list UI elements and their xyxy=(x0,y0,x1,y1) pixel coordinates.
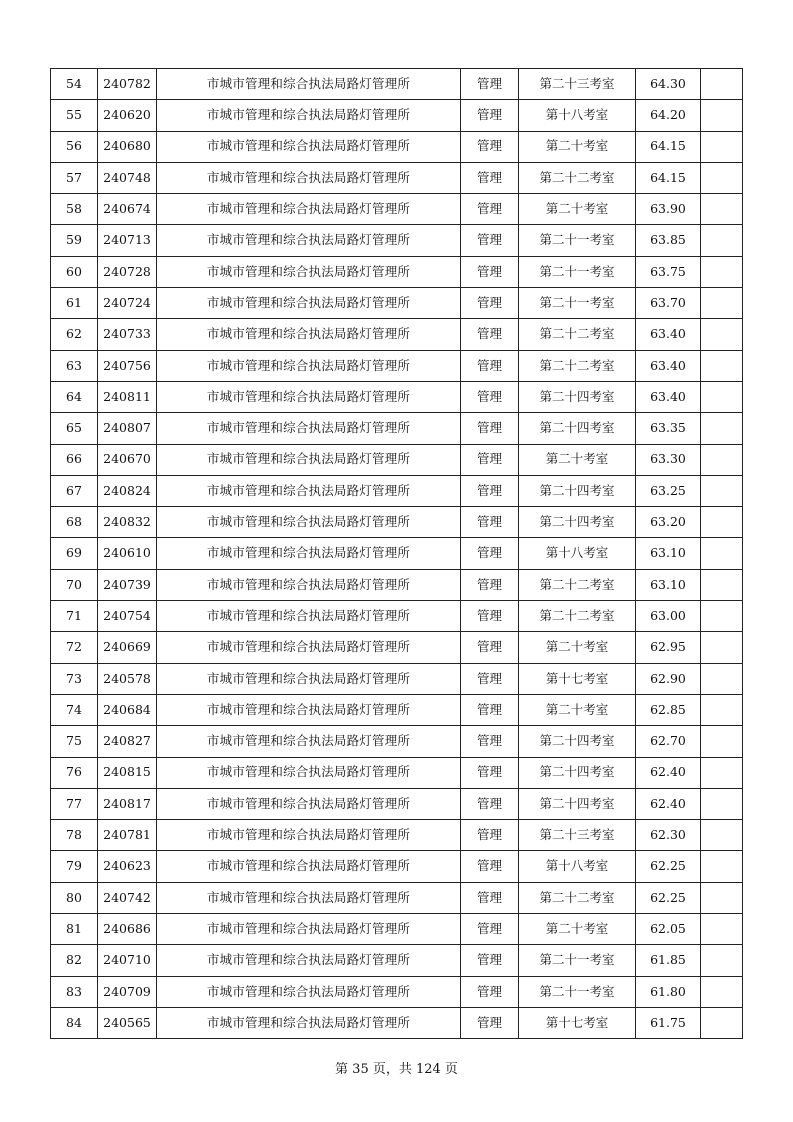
cell-ticket-number: 240623 xyxy=(98,851,157,882)
cell-seq: 66 xyxy=(51,444,98,475)
cell-unit: 市城市管理和综合执法局路灯管理所 xyxy=(157,632,461,663)
cell-position: 管理 xyxy=(461,788,519,819)
cell-remark xyxy=(701,131,743,162)
cell-exam-room: 第二十四考室 xyxy=(519,788,636,819)
cell-seq: 57 xyxy=(51,162,98,193)
cell-remark xyxy=(701,319,743,350)
cell-exam-room: 第二十二考室 xyxy=(519,569,636,600)
cell-position: 管理 xyxy=(461,663,519,694)
cell-seq: 79 xyxy=(51,851,98,882)
cell-unit: 市城市管理和综合执法局路灯管理所 xyxy=(157,851,461,882)
cell-score: 62.90 xyxy=(636,663,701,694)
cell-score: 63.30 xyxy=(636,444,701,475)
table-row xyxy=(51,851,743,882)
cell-seq: 55 xyxy=(51,100,98,131)
cell-unit: 市城市管理和综合执法局路灯管理所 xyxy=(157,820,461,851)
cell-position: 管理 xyxy=(461,851,519,882)
cell-ticket-number: 240824 xyxy=(98,475,157,506)
cell-seq: 56 xyxy=(51,131,98,162)
table-row xyxy=(51,914,743,945)
cell-exam-room: 第二十三考室 xyxy=(519,820,636,851)
cell-remark xyxy=(701,507,743,538)
cell-unit: 市城市管理和综合执法局路灯管理所 xyxy=(157,726,461,757)
page-footer: 第 35 页，共 124 页 xyxy=(335,1062,458,1077)
cell-ticket-number: 240565 xyxy=(98,1007,157,1038)
cell-score: 63.35 xyxy=(636,413,701,444)
cell-seq: 76 xyxy=(51,757,98,788)
cell-position: 管理 xyxy=(461,632,519,663)
cell-unit: 市城市管理和综合执法局路灯管理所 xyxy=(157,945,461,976)
cell-exam-room: 第二十二考室 xyxy=(519,882,636,913)
table-row xyxy=(51,601,743,632)
cell-exam-room: 第二十四考室 xyxy=(519,381,636,412)
cell-position: 管理 xyxy=(461,475,519,506)
cell-ticket-number: 240807 xyxy=(98,413,157,444)
cell-exam-room: 第二十一考室 xyxy=(519,225,636,256)
cell-seq: 64 xyxy=(51,381,98,412)
cell-score: 63.85 xyxy=(636,225,701,256)
cell-seq: 63 xyxy=(51,350,98,381)
cell-remark xyxy=(701,726,743,757)
cell-exam-room: 第十七考室 xyxy=(519,663,636,694)
cell-position: 管理 xyxy=(461,194,519,225)
cell-unit: 市城市管理和综合执法局路灯管理所 xyxy=(157,350,461,381)
cell-score: 63.70 xyxy=(636,288,701,319)
cell-ticket-number: 240739 xyxy=(98,569,157,600)
cell-remark xyxy=(701,601,743,632)
cell-unit: 市城市管理和综合执法局路灯管理所 xyxy=(157,976,461,1007)
cell-position: 管理 xyxy=(461,538,519,569)
cell-position: 管理 xyxy=(461,350,519,381)
cell-exam-room: 第二十考室 xyxy=(519,914,636,945)
cell-position: 管理 xyxy=(461,726,519,757)
cell-remark xyxy=(701,788,743,819)
table-row xyxy=(51,100,743,131)
cell-seq: 72 xyxy=(51,632,98,663)
cell-unit: 市城市管理和综合执法局路灯管理所 xyxy=(157,413,461,444)
cell-exam-room: 第二十一考室 xyxy=(519,976,636,1007)
cell-position: 管理 xyxy=(461,256,519,287)
results-table-body xyxy=(51,69,743,1039)
cell-remark xyxy=(701,538,743,569)
cell-remark xyxy=(701,350,743,381)
cell-score: 63.40 xyxy=(636,381,701,412)
cell-unit: 市城市管理和综合执法局路灯管理所 xyxy=(157,569,461,600)
cell-seq: 78 xyxy=(51,820,98,851)
cell-unit: 市城市管理和综合执法局路灯管理所 xyxy=(157,788,461,819)
table-row xyxy=(51,1007,743,1038)
cell-unit: 市城市管理和综合执法局路灯管理所 xyxy=(157,1007,461,1038)
cell-ticket-number: 240686 xyxy=(98,914,157,945)
cell-seq: 73 xyxy=(51,663,98,694)
cell-position: 管理 xyxy=(461,319,519,350)
cell-score: 62.95 xyxy=(636,632,701,663)
cell-exam-room: 第二十二考室 xyxy=(519,601,636,632)
cell-seq: 59 xyxy=(51,225,98,256)
cell-exam-room: 第二十四考室 xyxy=(519,413,636,444)
cell-score: 63.10 xyxy=(636,569,701,600)
cell-position: 管理 xyxy=(461,914,519,945)
cell-position: 管理 xyxy=(461,225,519,256)
cell-seq: 82 xyxy=(51,945,98,976)
cell-score: 62.30 xyxy=(636,820,701,851)
cell-unit: 市城市管理和综合执法局路灯管理所 xyxy=(157,601,461,632)
cell-position: 管理 xyxy=(461,1007,519,1038)
table-row xyxy=(51,788,743,819)
cell-ticket-number: 240815 xyxy=(98,757,157,788)
table-row xyxy=(51,256,743,287)
cell-seq: 80 xyxy=(51,882,98,913)
cell-remark xyxy=(701,413,743,444)
cell-seq: 67 xyxy=(51,475,98,506)
cell-remark xyxy=(701,475,743,506)
cell-ticket-number: 240713 xyxy=(98,225,157,256)
cell-score: 63.10 xyxy=(636,538,701,569)
table-row xyxy=(51,976,743,1007)
table-row xyxy=(51,319,743,350)
cell-remark xyxy=(701,225,743,256)
cell-position: 管理 xyxy=(461,601,519,632)
cell-unit: 市城市管理和综合执法局路灯管理所 xyxy=(157,381,461,412)
cell-remark xyxy=(701,851,743,882)
table-row xyxy=(51,225,743,256)
cell-ticket-number: 240724 xyxy=(98,288,157,319)
cell-unit: 市城市管理和综合执法局路灯管理所 xyxy=(157,69,461,100)
cell-exam-room: 第十八考室 xyxy=(519,538,636,569)
cell-remark xyxy=(701,100,743,131)
cell-unit: 市城市管理和综合执法局路灯管理所 xyxy=(157,131,461,162)
cell-remark xyxy=(701,288,743,319)
cell-seq: 74 xyxy=(51,694,98,725)
cell-score: 64.20 xyxy=(636,100,701,131)
cell-seq: 65 xyxy=(51,413,98,444)
cell-seq: 62 xyxy=(51,319,98,350)
cell-score: 62.05 xyxy=(636,914,701,945)
cell-score: 63.40 xyxy=(636,350,701,381)
cell-remark xyxy=(701,820,743,851)
cell-exam-room: 第二十一考室 xyxy=(519,945,636,976)
cell-score: 62.85 xyxy=(636,694,701,725)
cell-seq: 69 xyxy=(51,538,98,569)
cell-unit: 市城市管理和综合执法局路灯管理所 xyxy=(157,475,461,506)
cell-seq: 83 xyxy=(51,976,98,1007)
table-row xyxy=(51,945,743,976)
cell-remark xyxy=(701,945,743,976)
table-row xyxy=(51,288,743,319)
cell-exam-room: 第二十四考室 xyxy=(519,475,636,506)
cell-position: 管理 xyxy=(461,100,519,131)
table-row xyxy=(51,694,743,725)
cell-exam-room: 第二十考室 xyxy=(519,444,636,475)
cell-ticket-number: 240578 xyxy=(98,663,157,694)
cell-remark xyxy=(701,1007,743,1038)
cell-position: 管理 xyxy=(461,444,519,475)
cell-remark xyxy=(701,69,743,100)
cell-seq: 77 xyxy=(51,788,98,819)
cell-exam-room: 第二十考室 xyxy=(519,632,636,663)
cell-position: 管理 xyxy=(461,757,519,788)
cell-exam-room: 第十八考室 xyxy=(519,100,636,131)
cell-ticket-number: 240781 xyxy=(98,820,157,851)
cell-exam-room: 第十七考室 xyxy=(519,1007,636,1038)
cell-exam-room: 第二十考室 xyxy=(519,131,636,162)
table-row xyxy=(51,69,743,100)
cell-position: 管理 xyxy=(461,976,519,1007)
cell-remark xyxy=(701,882,743,913)
cell-score: 64.30 xyxy=(636,69,701,100)
cell-ticket-number: 240669 xyxy=(98,632,157,663)
table-row xyxy=(51,538,743,569)
table-row xyxy=(51,475,743,506)
cell-position: 管理 xyxy=(461,882,519,913)
cell-remark xyxy=(701,256,743,287)
table-row xyxy=(51,757,743,788)
cell-ticket-number: 240680 xyxy=(98,131,157,162)
cell-ticket-number: 240710 xyxy=(98,945,157,976)
cell-score: 64.15 xyxy=(636,131,701,162)
cell-score: 62.40 xyxy=(636,788,701,819)
table-row xyxy=(51,569,743,600)
cell-score: 63.25 xyxy=(636,475,701,506)
table-row xyxy=(51,162,743,193)
cell-ticket-number: 240811 xyxy=(98,381,157,412)
cell-unit: 市城市管理和综合执法局路灯管理所 xyxy=(157,288,461,319)
cell-position: 管理 xyxy=(461,381,519,412)
cell-ticket-number: 240610 xyxy=(98,538,157,569)
cell-seq: 61 xyxy=(51,288,98,319)
cell-score: 61.85 xyxy=(636,945,701,976)
cell-unit: 市城市管理和综合执法局路灯管理所 xyxy=(157,256,461,287)
cell-exam-room: 第二十四考室 xyxy=(519,507,636,538)
cell-ticket-number: 240756 xyxy=(98,350,157,381)
cell-remark xyxy=(701,444,743,475)
cell-unit: 市城市管理和综合执法局路灯管理所 xyxy=(157,882,461,913)
cell-position: 管理 xyxy=(461,694,519,725)
cell-position: 管理 xyxy=(461,569,519,600)
cell-unit: 市城市管理和综合执法局路灯管理所 xyxy=(157,538,461,569)
cell-score: 62.25 xyxy=(636,851,701,882)
cell-score: 62.25 xyxy=(636,882,701,913)
cell-seq: 58 xyxy=(51,194,98,225)
cell-ticket-number: 240733 xyxy=(98,319,157,350)
table-row xyxy=(51,726,743,757)
table-row xyxy=(51,350,743,381)
cell-exam-room: 第二十二考室 xyxy=(519,319,636,350)
cell-seq: 84 xyxy=(51,1007,98,1038)
cell-exam-room: 第二十一考室 xyxy=(519,288,636,319)
table-row xyxy=(51,413,743,444)
cell-remark xyxy=(701,194,743,225)
cell-score: 61.80 xyxy=(636,976,701,1007)
table-row xyxy=(51,194,743,225)
cell-seq: 54 xyxy=(51,69,98,100)
cell-remark xyxy=(701,632,743,663)
cell-position: 管理 xyxy=(461,945,519,976)
cell-score: 63.40 xyxy=(636,319,701,350)
cell-unit: 市城市管理和综合执法局路灯管理所 xyxy=(157,225,461,256)
cell-position: 管理 xyxy=(461,162,519,193)
table-row xyxy=(51,507,743,538)
cell-exam-room: 第二十三考室 xyxy=(519,69,636,100)
cell-exam-room: 第十八考室 xyxy=(519,851,636,882)
table-row xyxy=(51,131,743,162)
table-row xyxy=(51,820,743,851)
cell-ticket-number: 240832 xyxy=(98,507,157,538)
cell-seq: 75 xyxy=(51,726,98,757)
table-row xyxy=(51,663,743,694)
cell-remark xyxy=(701,663,743,694)
cell-exam-room: 第二十一考室 xyxy=(519,256,636,287)
cell-exam-room: 第二十考室 xyxy=(519,194,636,225)
cell-score: 63.00 xyxy=(636,601,701,632)
cell-seq: 71 xyxy=(51,601,98,632)
cell-remark xyxy=(701,976,743,1007)
cell-score: 63.20 xyxy=(636,507,701,538)
cell-remark xyxy=(701,162,743,193)
cell-ticket-number: 240817 xyxy=(98,788,157,819)
cell-ticket-number: 240782 xyxy=(98,69,157,100)
cell-position: 管理 xyxy=(461,413,519,444)
cell-ticket-number: 240728 xyxy=(98,256,157,287)
cell-ticket-number: 240709 xyxy=(98,976,157,1007)
cell-position: 管理 xyxy=(461,131,519,162)
cell-exam-room: 第二十四考室 xyxy=(519,726,636,757)
cell-ticket-number: 240670 xyxy=(98,444,157,475)
cell-ticket-number: 240748 xyxy=(98,162,157,193)
cell-score: 64.15 xyxy=(636,162,701,193)
cell-unit: 市城市管理和综合执法局路灯管理所 xyxy=(157,914,461,945)
cell-score: 63.90 xyxy=(636,194,701,225)
cell-unit: 市城市管理和综合执法局路灯管理所 xyxy=(157,757,461,788)
cell-unit: 市城市管理和综合执法局路灯管理所 xyxy=(157,663,461,694)
cell-score: 62.40 xyxy=(636,757,701,788)
cell-unit: 市城市管理和综合执法局路灯管理所 xyxy=(157,162,461,193)
cell-ticket-number: 240827 xyxy=(98,726,157,757)
cell-ticket-number: 240754 xyxy=(98,601,157,632)
cell-unit: 市城市管理和综合执法局路灯管理所 xyxy=(157,319,461,350)
cell-unit: 市城市管理和综合执法局路灯管理所 xyxy=(157,507,461,538)
cell-ticket-number: 240684 xyxy=(98,694,157,725)
cell-score: 62.70 xyxy=(636,726,701,757)
cell-ticket-number: 240620 xyxy=(98,100,157,131)
cell-unit: 市城市管理和综合执法局路灯管理所 xyxy=(157,444,461,475)
cell-position: 管理 xyxy=(461,69,519,100)
cell-score: 61.75 xyxy=(636,1007,701,1038)
cell-remark xyxy=(701,381,743,412)
table-row xyxy=(51,632,743,663)
results-table xyxy=(50,68,743,1039)
cell-score: 63.75 xyxy=(636,256,701,287)
cell-remark xyxy=(701,569,743,600)
cell-position: 管理 xyxy=(461,820,519,851)
cell-position: 管理 xyxy=(461,288,519,319)
cell-ticket-number: 240674 xyxy=(98,194,157,225)
cell-remark xyxy=(701,914,743,945)
cell-exam-room: 第二十二考室 xyxy=(519,162,636,193)
cell-unit: 市城市管理和综合执法局路灯管理所 xyxy=(157,194,461,225)
cell-seq: 70 xyxy=(51,569,98,600)
cell-unit: 市城市管理和综合执法局路灯管理所 xyxy=(157,100,461,131)
cell-ticket-number: 240742 xyxy=(98,882,157,913)
cell-position: 管理 xyxy=(461,507,519,538)
cell-exam-room: 第二十四考室 xyxy=(519,757,636,788)
cell-unit: 市城市管理和综合执法局路灯管理所 xyxy=(157,694,461,725)
cell-exam-room: 第二十考室 xyxy=(519,694,636,725)
table-row xyxy=(51,444,743,475)
cell-seq: 68 xyxy=(51,507,98,538)
cell-seq: 60 xyxy=(51,256,98,287)
cell-seq: 81 xyxy=(51,914,98,945)
table-row xyxy=(51,381,743,412)
cell-remark xyxy=(701,757,743,788)
cell-exam-room: 第二十二考室 xyxy=(519,350,636,381)
table-row xyxy=(51,882,743,913)
cell-remark xyxy=(701,694,743,725)
